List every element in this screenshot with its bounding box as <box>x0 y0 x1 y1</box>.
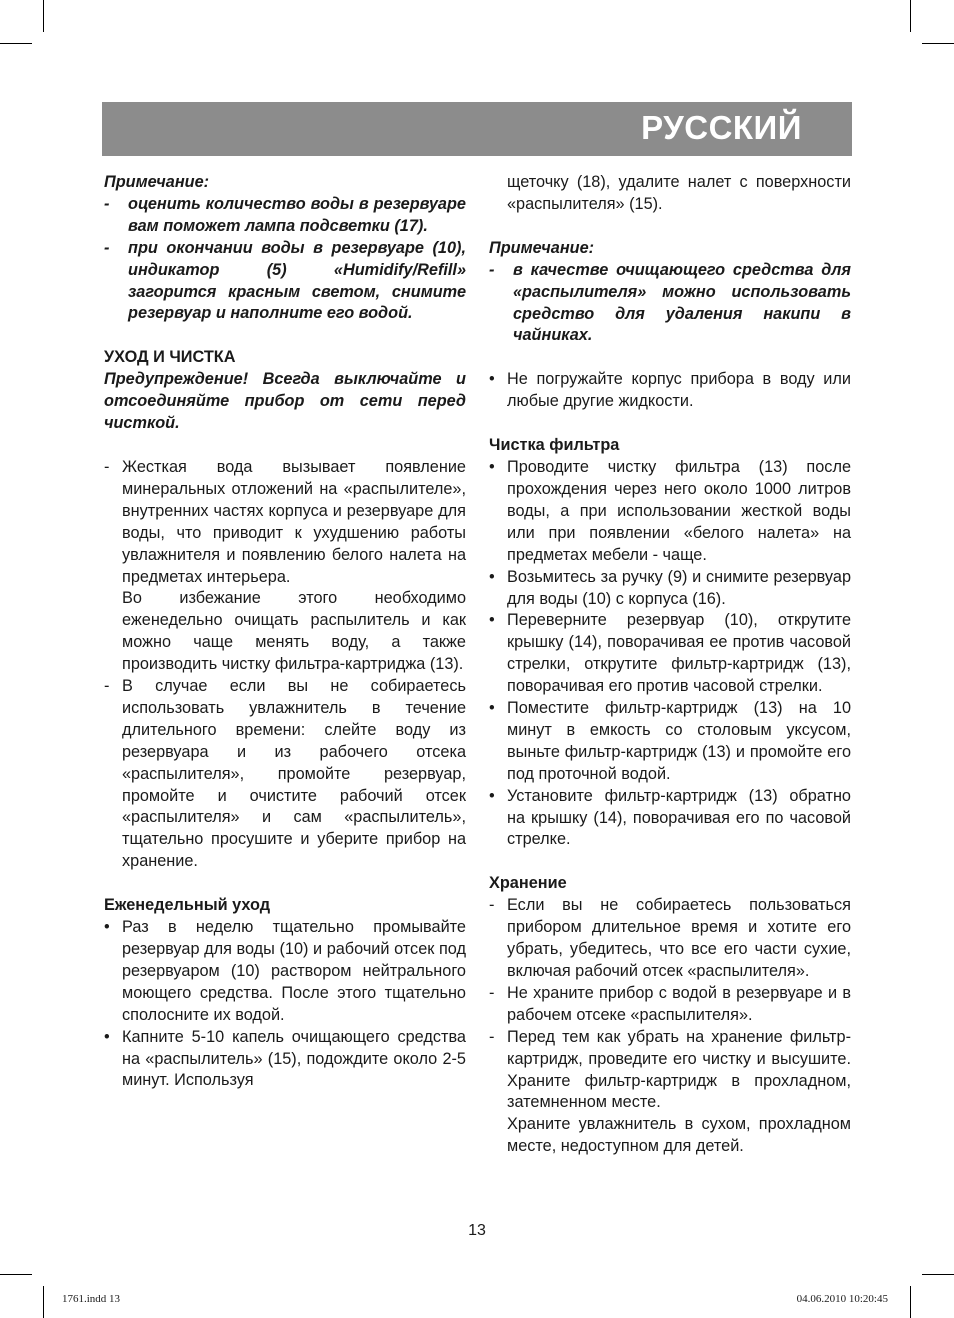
left-column <box>104 172 466 1092</box>
list-item: - Если вы не собираетесь пользоваться прибором длительное время и хотите его убрать, убедитесь, что все его части сухие, включая рабочий отсек «распылителя». <box>489 896 851 980</box>
bullet-item: • Раз в неделю тщательно промывайте резервуар для воды (10) и рабочий отсек под резервуаром (10) раствором нейтрального моющего средства. После этого тщательно сполосните их водой. <box>104 918 466 1024</box>
dash-marker: - <box>104 238 110 257</box>
bullet-item: • Возьмитесь за ручку (9) и снимите резервуар для воды (10) с корпуса (16). <box>489 567 851 608</box>
page-title: РУССКИЙ <box>641 109 802 146</box>
bullet-marker: • <box>489 699 495 718</box>
bullet-marker: • <box>489 370 495 389</box>
dash-marker: - <box>104 194 110 213</box>
warning-text: Предупреждение! Всегда выключайте и отсоединяйте прибор от сети перед чисткой. <box>104 370 466 433</box>
list-item: - Жесткая вода вызывает появление минеральных отложений на «распылителе», внутренних частях корпуса и резервуаре для воды, что приводит к ухудшению работы увлажнителя и появлению белого налета на предметах интерьера. <box>104 457 466 586</box>
dash-marker: - <box>489 896 495 915</box>
continuation-text: щеточку (18), удалите налет с поверхности «распылителя» (15). <box>507 173 851 213</box>
section-heading-storage: Хранение <box>489 874 567 893</box>
list-item-continuation: Храните увлажнитель в сухом, прохладном месте, недоступном для детей. <box>507 1115 851 1156</box>
bullet-item: • Поместите фильтр-картридж (13) на 10 минут в емкость со столовым уксусом, выньте фильтр-картридж (13) и промойте его под проточной водой. <box>489 699 851 783</box>
bullet-item: • Не погружайте корпус прибора в воду или любые другие жидкости. <box>489 370 851 411</box>
section-heading-care: УХОД И ЧИСТКА <box>104 348 236 367</box>
list-item: - Не храните прибор с водой в резервуаре и в рабочем отсеке «распылителя». <box>489 983 851 1024</box>
dash-marker: - <box>489 260 495 279</box>
list-item: - В случае если вы не собираетесь использовать увлажнитель в течение длительного времени: слейте воду из резервуара и из рабочего отсека «распылителя», промойте резервуар, промойте и очистите рабочий отсек «распылителя» и сам «распылитель», тщательно просушите и уберите прибор на хранение. <box>104 677 466 871</box>
dash-marker: - <box>104 677 110 696</box>
section-heading-filter: Чистка фильтра <box>489 436 620 455</box>
section-heading-weekly: Еженедельный уход <box>104 896 271 915</box>
bullet-item: • Переверните резервуар (10), открутите крышку (14), поворачивая ее против часовой стрелки, открутите фильтр-картридж (13), поворачивая его против часовой стрелки. <box>489 611 851 696</box>
crop-mark <box>0 43 32 44</box>
bullet-marker: • <box>104 1027 110 1046</box>
list-item-continuation: Во избежание этого необходимо еженедельно очищать распылитель и как можно чаще менять воду, а также производить чистку фильтра-картриджа (13). <box>122 589 466 674</box>
crop-mark <box>922 1274 954 1275</box>
crop-mark <box>910 0 911 32</box>
footer-timestamp: 04.06.2010 10:20:45 <box>796 1293 888 1305</box>
page-number: 13 <box>468 1222 486 1239</box>
dash-marker: - <box>489 1027 495 1046</box>
bullet-marker: • <box>489 458 495 477</box>
right-column <box>489 172 851 1158</box>
language-banner <box>102 102 852 156</box>
note-heading: Примечание: <box>489 238 595 257</box>
crop-mark <box>43 1286 44 1318</box>
crop-mark <box>0 1274 32 1275</box>
note-item: - при окончании воды в резервуаре (10), индикатор (5) «Humidify/Refill» загорится красным светом, снимите резервуар и наполните его водой. <box>104 238 466 323</box>
list-item: - Перед тем как убрать на хранение фильтр-картридж, проведите его чистку и высушите. Храните фильтр-картридж в прохладном, затемненном месте. <box>489 1027 851 1112</box>
dash-marker: - <box>104 457 110 476</box>
crop-mark <box>910 1286 911 1318</box>
crop-mark <box>43 0 44 32</box>
bullet-marker: • <box>489 567 495 586</box>
note-item: - в качестве очищающего средства для «распылителя» можно использовать средство для удаления накипи в чайниках. <box>489 260 851 345</box>
bullet-marker: • <box>104 918 110 937</box>
crop-mark <box>922 43 954 44</box>
note-item: - оценить количество воды в резервуаре вам поможет лампа подсветки (17). <box>104 194 466 235</box>
bullet-marker: • <box>489 786 495 805</box>
dash-marker: - <box>489 983 495 1002</box>
bullet-item: • Капните 5-10 капель очищающего средства на «распылитель» (15), подождите около 2-5 минут. Используя <box>104 1027 466 1090</box>
bullet-item: • Проводите чистку фильтра (13) после прохождения через него около 1000 литров воды, а при использовании жесткой воды или при появлении «белого налета» на предметах мебели - чаще. <box>489 458 851 564</box>
bullet-marker: • <box>489 611 495 630</box>
bullet-item: • Установите фильтр-картридж (13) обратно на крышку (14), поворачивая его по часовой стрелке. <box>489 786 851 849</box>
footer-file: 1761.indd 13 <box>62 1293 121 1305</box>
note-heading: Примечание: <box>104 173 210 191</box>
